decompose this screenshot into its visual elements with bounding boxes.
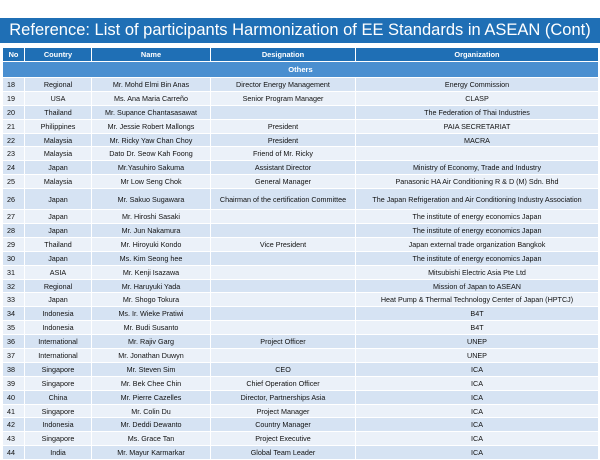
cell-no: 20 — [3, 105, 25, 119]
column-header-organization: Organization — [356, 48, 599, 62]
cell-name: Mr. Jessie Robert Mallongs — [92, 119, 211, 133]
cell-no: 39 — [3, 376, 25, 390]
cell-no: 44 — [3, 446, 25, 460]
cell-country: Singapore — [25, 404, 92, 418]
cell-designation: Country Manager — [211, 418, 356, 432]
cell-country: Regional — [25, 279, 92, 293]
table-row — [3, 251, 599, 265]
cell-name: Mr. Hiroyuki Kondo — [92, 237, 211, 251]
cell-designation: Project Executive — [211, 432, 356, 446]
cell-name: Mr. Kenji Isazawa — [92, 265, 211, 279]
cell-no: 40 — [3, 390, 25, 404]
cell-name: Ms. Grace Tan — [92, 432, 211, 446]
cell-designation: Senior Program Manager — [211, 91, 356, 105]
cell-no: 33 — [3, 293, 25, 307]
cell-organization: ICA — [356, 432, 599, 446]
table-body — [3, 62, 599, 460]
table-row — [3, 390, 599, 404]
table-row — [3, 362, 599, 376]
cell-no: 29 — [3, 237, 25, 251]
cell-no: 26 — [3, 189, 25, 210]
cell-designation: President — [211, 119, 356, 133]
table-row — [3, 78, 599, 92]
table-row — [3, 161, 599, 175]
cell-country: Japan — [25, 251, 92, 265]
cell-country: International — [25, 335, 92, 349]
cell-name: Mr.Yasuhiro Sakuma — [92, 161, 211, 175]
cell-organization: The Federation of Thai Industries — [356, 105, 599, 119]
table-row — [3, 175, 599, 189]
cell-organization: PAIA SECRETARIAT — [356, 119, 599, 133]
cell-name: Mr. Hiroshi Sasaki — [92, 210, 211, 224]
column-header-country: Country — [25, 48, 92, 62]
table-row — [3, 418, 599, 432]
participants-table — [2, 47, 599, 460]
cell-country: Thailand — [25, 105, 92, 119]
cell-designation — [211, 307, 356, 321]
table-row — [3, 335, 599, 349]
cell-designation: Project Manager — [211, 404, 356, 418]
cell-name: Mr. Steven Sim — [92, 362, 211, 376]
table-row — [3, 432, 599, 446]
cell-organization: ICA — [356, 376, 599, 390]
cell-designation — [211, 224, 356, 238]
table-row — [3, 404, 599, 418]
cell-no: 25 — [3, 175, 25, 189]
cell-name: Mr. Supance Chantasasawat — [92, 105, 211, 119]
cell-organization: Ministry of Economy, Trade and Industry — [356, 161, 599, 175]
cell-no: 24 — [3, 161, 25, 175]
cell-country: Japan — [25, 293, 92, 307]
cell-no: 28 — [3, 224, 25, 238]
page-title: Reference: List of participants Harmonization of EE Standards in ASEAN (Cont) — [9, 21, 591, 39]
table-row — [3, 321, 599, 335]
cell-name: Mr. Rajiv Garg — [92, 335, 211, 349]
cell-country: Malaysia — [25, 133, 92, 147]
table-row — [3, 210, 599, 224]
cell-country: Regional — [25, 78, 92, 92]
cell-designation: Project Officer — [211, 335, 356, 349]
cell-organization: ICA — [356, 418, 599, 432]
cell-name: Ms. Ana Maria Carreño — [92, 91, 211, 105]
cell-designation — [211, 265, 356, 279]
column-header-designation: Designation — [211, 48, 356, 62]
table-row — [3, 279, 599, 293]
table-row — [3, 265, 599, 279]
cell-designation: Director, Partnerships Asia — [211, 390, 356, 404]
cell-designation — [211, 349, 356, 363]
cell-no: 31 — [3, 265, 25, 279]
cell-country: Indonesia — [25, 418, 92, 432]
cell-name: Mr. Haruyuki Yada — [92, 279, 211, 293]
cell-designation: Chief Operation Officer — [211, 376, 356, 390]
table-row — [3, 119, 599, 133]
cell-name: Mr. Budi Susanto — [92, 321, 211, 335]
cell-country: USA — [25, 91, 92, 105]
column-header-no: No — [3, 48, 25, 62]
cell-no: 34 — [3, 307, 25, 321]
cell-country: Philippines — [25, 119, 92, 133]
cell-country: Japan — [25, 189, 92, 210]
cell-organization: Energy Commission — [356, 78, 599, 92]
section-row — [3, 62, 599, 78]
cell-no: 41 — [3, 404, 25, 418]
cell-country: Japan — [25, 210, 92, 224]
table-row — [3, 446, 599, 460]
column-header-name: Name — [92, 48, 211, 62]
cell-name: Mr. Mohd Elmi Bin Anas — [92, 78, 211, 92]
cell-country: Singapore — [25, 376, 92, 390]
table-row — [3, 133, 599, 147]
cell-name: Mr. Bek Chee Chin — [92, 376, 211, 390]
cell-country: Malaysia — [25, 175, 92, 189]
table-row — [3, 105, 599, 119]
table-row — [3, 293, 599, 307]
cell-organization: The institute of energy economics Japan — [356, 251, 599, 265]
table-row — [3, 224, 599, 238]
cell-organization: Heat Pump & Thermal Technology Center of Japan (HPTCJ) — [356, 293, 599, 307]
cell-organization: B4T — [356, 321, 599, 335]
section-label: Others — [3, 62, 599, 78]
cell-name: Ms. Kim Seong hee — [92, 251, 211, 265]
cell-name: Dato Dr. Seow Kah Foong — [92, 147, 211, 161]
cell-country: Japan — [25, 224, 92, 238]
cell-name: Mr. Colin Du — [92, 404, 211, 418]
cell-name: Mr. Sakuo Sugawara — [92, 189, 211, 210]
cell-organization: UNEP — [356, 335, 599, 349]
header-row — [3, 48, 599, 62]
table-row — [3, 307, 599, 321]
table-row — [3, 376, 599, 390]
cell-country: Indonesia — [25, 307, 92, 321]
cell-no: 43 — [3, 432, 25, 446]
table-row — [3, 237, 599, 251]
cell-organization: The institute of energy economics Japan — [356, 210, 599, 224]
cell-no: 38 — [3, 362, 25, 376]
cell-no: 21 — [3, 119, 25, 133]
cell-no: 23 — [3, 147, 25, 161]
cell-organization: UNEP — [356, 349, 599, 363]
cell-organization: B4T — [356, 307, 599, 321]
cell-name: Mr. Jun Nakamura — [92, 224, 211, 238]
cell-country: Japan — [25, 161, 92, 175]
cell-no: 32 — [3, 279, 25, 293]
cell-country: ASIA — [25, 265, 92, 279]
cell-name: Mr. Shogo Tokura — [92, 293, 211, 307]
cell-organization: ICA — [356, 390, 599, 404]
cell-designation: CEO — [211, 362, 356, 376]
title-banner — [0, 18, 600, 43]
table-row — [3, 189, 599, 210]
table-header — [3, 48, 599, 62]
cell-designation: Friend of Mr. Ricky — [211, 147, 356, 161]
cell-designation: Chairman of the certification Committee — [211, 189, 356, 210]
cell-organization: ICA — [356, 404, 599, 418]
table-row — [3, 91, 599, 105]
cell-name: Mr. Ricky Yaw Chan Choy — [92, 133, 211, 147]
cell-organization: The institute of energy economics Japan — [356, 224, 599, 238]
cell-organization: Mission of Japan to ASEAN — [356, 279, 599, 293]
cell-designation: General Manager — [211, 175, 356, 189]
cell-name: Ms. Ir. Wieke Pratiwi — [92, 307, 211, 321]
cell-organization: MACRA — [356, 133, 599, 147]
cell-no: 22 — [3, 133, 25, 147]
cell-designation — [211, 210, 356, 224]
cell-name: Mr. Deddi Dewanto — [92, 418, 211, 432]
cell-designation — [211, 321, 356, 335]
cell-designation: Assistant Director — [211, 161, 356, 175]
cell-country: Indonesia — [25, 321, 92, 335]
cell-designation — [211, 293, 356, 307]
table-row — [3, 147, 599, 161]
cell-no: 37 — [3, 349, 25, 363]
cell-no: 27 — [3, 210, 25, 224]
cell-designation — [211, 251, 356, 265]
cell-name: Mr. Mayur Karmarkar — [92, 446, 211, 460]
cell-name: Mr. Pierre Cazelles — [92, 390, 211, 404]
cell-country: China — [25, 390, 92, 404]
cell-country: International — [25, 349, 92, 363]
cell-organization: The Japan Refrigeration and Air Conditioning Industry Association — [356, 189, 599, 210]
cell-organization: Japan external trade organization Bangkok — [356, 237, 599, 251]
cell-organization — [356, 147, 599, 161]
cell-country: Singapore — [25, 362, 92, 376]
cell-organization: ICA — [356, 446, 599, 460]
table-row — [3, 349, 599, 363]
cell-country: Thailand — [25, 237, 92, 251]
cell-no: 30 — [3, 251, 25, 265]
cell-name: Mr. Jonathan Duwyn — [92, 349, 211, 363]
cell-no: 18 — [3, 78, 25, 92]
cell-country: India — [25, 446, 92, 460]
cell-no: 36 — [3, 335, 25, 349]
cell-no: 19 — [3, 91, 25, 105]
cell-name: Mr Low Seng Chok — [92, 175, 211, 189]
cell-organization: Mitsubishi Electric Asia Pte Ltd — [356, 265, 599, 279]
cell-no: 42 — [3, 418, 25, 432]
cell-designation: Global Team Leader — [211, 446, 356, 460]
cell-designation — [211, 105, 356, 119]
cell-organization: CLASP — [356, 91, 599, 105]
cell-organization: ICA — [356, 362, 599, 376]
cell-no: 35 — [3, 321, 25, 335]
cell-designation: Vice President — [211, 237, 356, 251]
cell-designation: President — [211, 133, 356, 147]
cell-organization: Panasonic HA Air Conditioning R & D (M) Sdn. Bhd — [356, 175, 599, 189]
cell-country: Singapore — [25, 432, 92, 446]
cell-designation — [211, 279, 356, 293]
cell-designation: Director Energy Management — [211, 78, 356, 92]
cell-country: Malaysia — [25, 147, 92, 161]
